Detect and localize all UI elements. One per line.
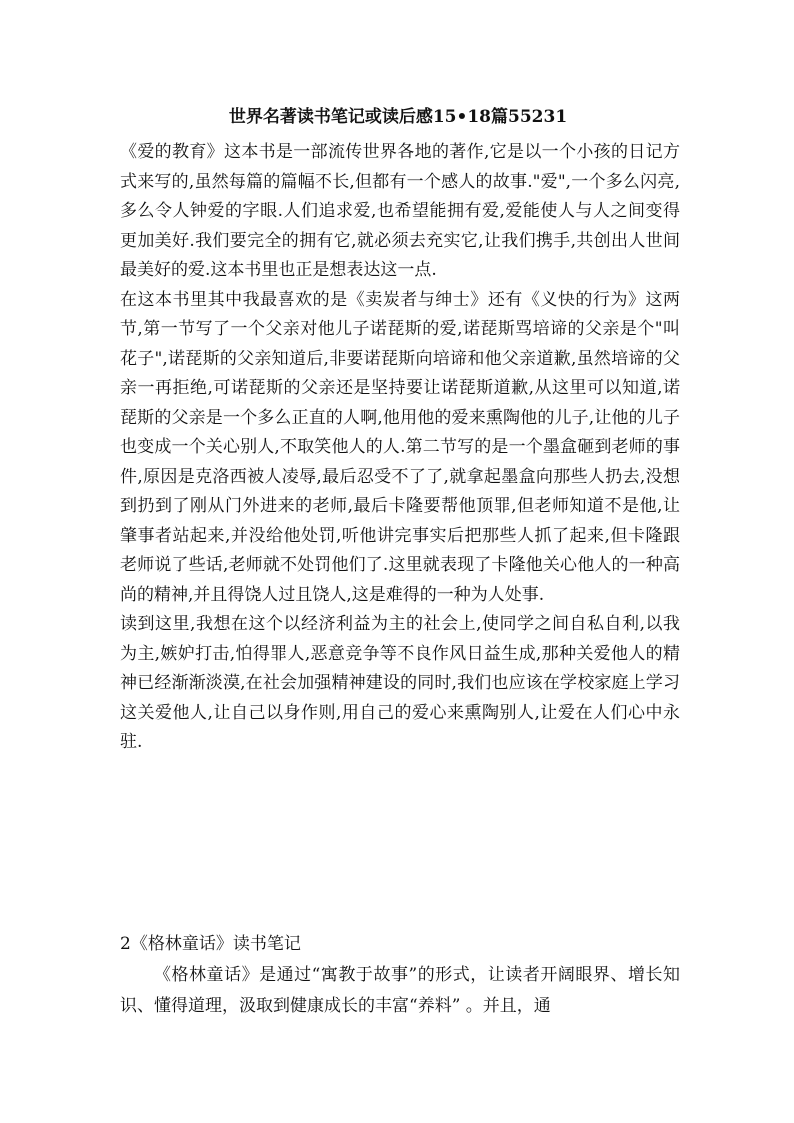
paragraph-1: 《爱的教育》这本书是一部流传世界各地的著作,它是以一个小孩的日记方式来写的,虽然每篇的篇幅不长,但都有一个感人的故事."爱",一个多么闪亮,多么令人钟爱的字眼.人们追求爱,也希望能拥有爱,爱能使人与人之间变得更加美好.我们要完全的拥有它,就必须去充实它,让我们携手,共创出人世间最美好的爱.这本书里也正是想表达这一点. — [120, 142, 680, 280]
section-2 — [120, 930, 680, 1022]
essay-body — [120, 138, 680, 758]
section-2-paragraph: 《格林童话》是通过“寓教于故事”的形式，让读者开阔眼界、增长知识、懂得道理，汲取到健康成长的丰富“养料” 。并且，通 — [120, 964, 680, 1016]
paragraph-3: 读到这里,我想在这个以经济利益为主的社会上,使同学之间自私自利,以我为主,嫉妒打击,怕得罪人,恶意竞争等不良作风日益生成,那种关爱他人的精神已经渐渐淡漠,在社会加强精神建设的同时,我们也应该在学校家庭上学习这关爱他人,让自己以身作则,用自己的爱心来熏陶别人,让爱在人们心中永驻. — [120, 614, 680, 752]
document-title: 世界名著读书笔记或读后感15•18篇55231 — [228, 107, 568, 127]
paragraph-2: 在这本书里其中我最喜欢的是《卖炭者与绅士》还有《义快的行为》这两节,第一节写了一个父亲对他儿子诺琵斯的爱,诺琵斯骂培谛的父亲是个"叫花子",诺琵斯的父亲知道后,非要诺琵斯向培谛和他父亲道歉,虽然培谛的父亲一再拒绝,可诺琵斯的父亲还是坚持要让诺琵斯道歉,从这里可以知道,诺琵斯的父亲是一个多么正直的人啊,他用他的爱来熏陶他的儿子,让他的儿子也变成一个关心别人,不取笑他人的人.第二节写的是一个墨盒砸到老师的事件,原因是克洛西被人凌辱,最后忍受不了了,就拿起墨盒向那些人扔去,没想到扔到了刚从门外进来的老师,最后卡隆要帮他顶罪,但老师知道不是他,让肇事者站起来,并没给他处罚,听他讲完事实后把那些人抓了起来,但卡隆跟老师说了些话,老师就不处罚他们了.这里就表现了卡隆他关心他人的一种高尚的精神,并且得饶人过且饶人,这是难得的一种为人处事. — [120, 289, 680, 605]
section-2-heading: 2《格林童话》读书笔记 — [120, 934, 301, 954]
